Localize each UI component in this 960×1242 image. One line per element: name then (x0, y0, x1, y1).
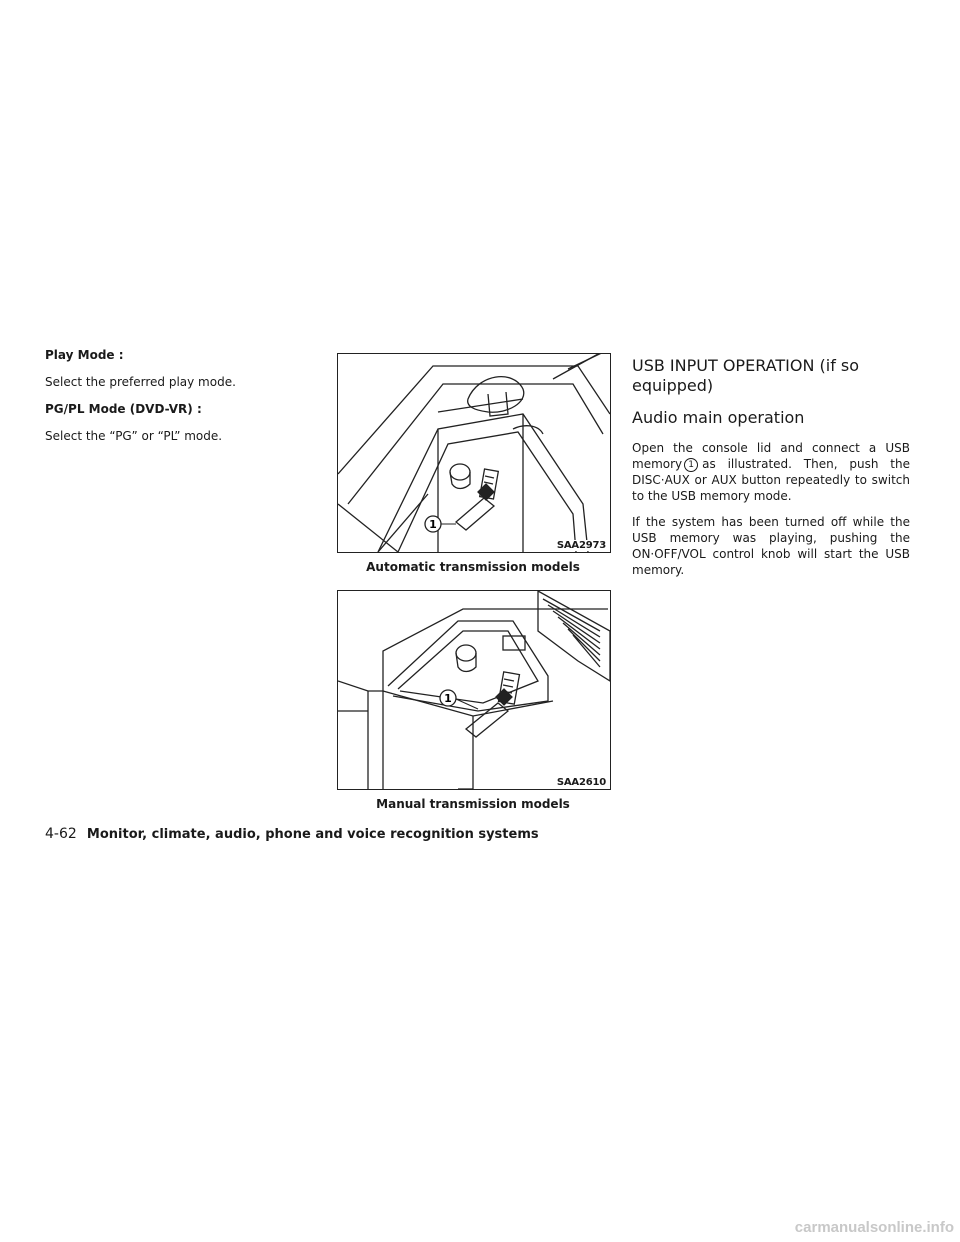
left-column (45, 348, 330, 456)
watermark: carmanualsonline.info (794, 1219, 954, 1236)
figure-caption: Automatic transmission models (366, 560, 580, 574)
chapter-title: Monitor, climate, audio, phone and voice recognition systems (86, 827, 539, 842)
figure-code: SAA2973 (556, 540, 606, 551)
figure-code: SAA2610 (556, 777, 606, 788)
svg-text:1: 1 (444, 692, 452, 705)
play-mode-text: Select the preferred play mode. (45, 375, 236, 389)
page-footer (45, 826, 539, 842)
callout-1 (425, 516, 456, 532)
figure-caption: Manual transmission models (376, 797, 570, 811)
play-mode-heading: Play Mode : (45, 348, 124, 362)
subsection-title: Audio main operation (632, 408, 805, 427)
figure-manual-transmission (337, 590, 611, 790)
usb-connect-paragraph: Open the console lid and connect a USB memory 1 as illustrated. Then, push the DISC·AUX or AUX button repeatedly to switch to the USB memory mode. (632, 441, 910, 503)
console-usb-illustration (338, 354, 610, 552)
page-number: 4-62 (45, 826, 77, 842)
pgpl-mode-heading: PG/PL Mode (DVD-VR) : (45, 402, 202, 416)
figure-automatic-transmission (337, 353, 611, 553)
svg-text:1: 1 (429, 518, 437, 531)
section-title: USB INPUT OPERATION (if so equipped) (632, 356, 860, 395)
right-column (632, 356, 910, 588)
usb-resume-paragraph: If the system has been turned off while the USB memory was playing, pushing the ON·OFF/VOL control knob will start the USB memory. (632, 515, 910, 577)
console-usb-illustration (338, 591, 610, 789)
pgpl-mode-text: Select the “PG” or “PL” mode. (45, 429, 223, 443)
callout-marker: 1 (684, 458, 698, 472)
